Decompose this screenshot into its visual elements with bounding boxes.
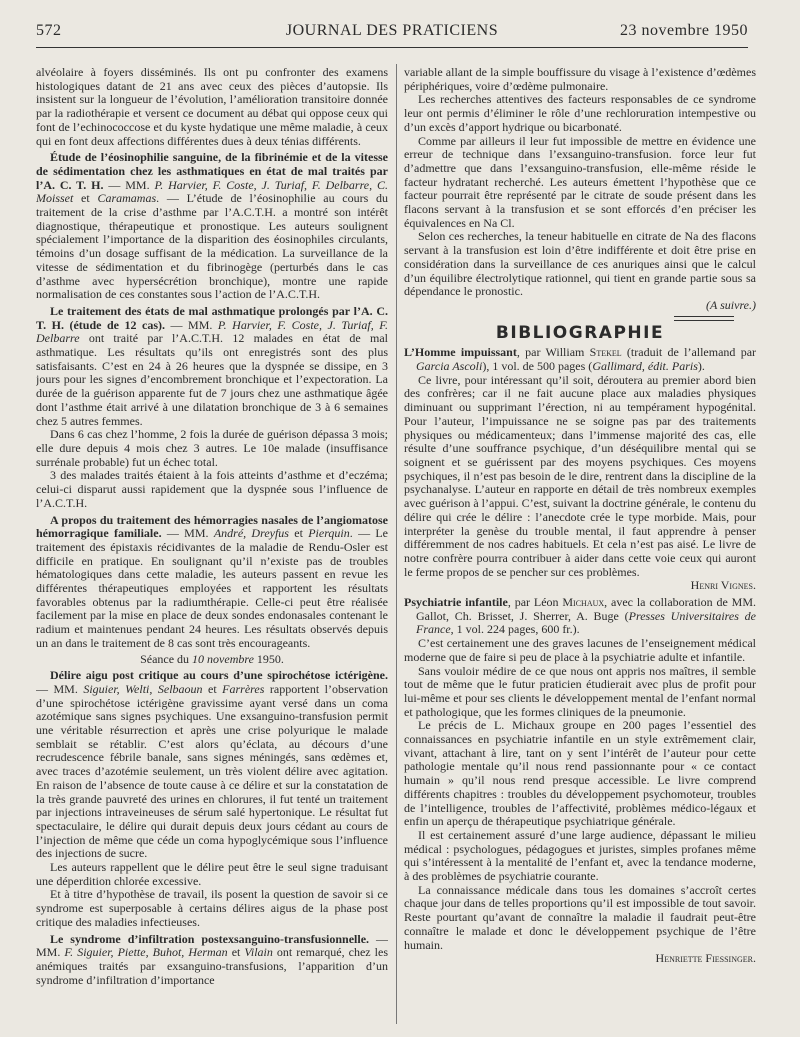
separator: — MM.: [103, 177, 155, 192]
right-column: [404, 66, 756, 1026]
session-day: 10 novembre: [192, 651, 254, 666]
abstract-title: A propos du traitement des hémorragies nasales de l’angiomatose hémorragique familiale.: [36, 512, 388, 541]
abstract-authors: André, Dreyfus: [213, 526, 289, 541]
abstract-title: Délire aigu post critique au cours d’une spirochétose ictérigène.: [50, 668, 388, 683]
text: ), 1 vol. de 500 pages (: [482, 359, 593, 374]
paragraph: Dans 6 cas chez l’homme, 2 fois la durée de guérison dépassa 3 mois; elle dure depuis 4 mois chez 3 autres. Le 10e malade (insuffisance surrénale probable) fut un échec total.: [36, 427, 388, 469]
journal-title: JOURNAL DES PRATICIENS: [285, 22, 499, 39]
abstract-delire: [36, 669, 388, 861]
continued-paragraph: variable allant de la simple bouffissure du visage à l’existence d’œdèmes périphériques, voire d’œdème pulmonaire.: [404, 66, 756, 93]
abstract-authors: P. Harvier, F. Coste, J. Turiaf, F. Delbarre, C. Moisset: [36, 177, 388, 206]
intro-paragraph: alvéolaire à foyers disséminés. Ils ont pu confronter des examens histologiques datant de 21 ans avec ceux des pièces d’autopsie. Ils insistent sur la longueur de l’évolution, l’amélioration transitoire donnée par la radiothérapie et versent ce document au débat qui oppose ceux qui font de l’echinococcose et du kyste hydatique une même maladie, à ceux qui en font deux affections différentes dues à deux ténias différents.: [36, 66, 388, 148]
book-reference-psychiatrie-infantile: [404, 596, 756, 637]
abstract-authors: Siguier, Welti, Selbaoun: [83, 681, 203, 696]
abstract-last-author: Caramamas: [97, 191, 157, 206]
review-paragraph: Sans vouloir médire de ce que nous ont appris nos maîtres, il semble tout de même que le futur praticien étudierait avec plus de profit pour lui-même et pour ses clients le développement mental de l’enfant normal et pathologique, que les formes cliniques de la pneumonie.: [404, 663, 756, 719]
separator: — MM.: [165, 317, 218, 332]
text: , 1 vol. 224 pages, 600 fr.).: [450, 622, 580, 637]
abstract-authors: P. Harvier, F. Coste, J. Turiaf, F. Delbarre: [36, 317, 388, 346]
text: (traduit de l’allemand par: [621, 345, 756, 360]
abstract-asthme-actH: [36, 305, 388, 428]
abstract-text: L’étude de l’éosinophilie au cours du traitement de la crise d’asthme par l’A.C.T.H. a montré son intérêt diagnostique, thérapeutique et pronostique. Les auteurs soulignent spécialement l’importance de la disparition des éosinophiles circulants, témoins d’un dosage suffisant de la médication. La surveillance de la vitesse de sédimentation et du fibrinogège (perturbés dans le cas d’asthme avec hypersécrétion bronchique), montre une rapide normalisation de ces constantes sous l’action de l’A.C.T.H.: [36, 191, 388, 302]
book-title: L’Homme impuissant: [404, 345, 517, 360]
abstract-title: Étude de l’éosinophilie sanguine, de la fibrinémie et de la vitesse de sédimentation chez les asthmatiques en état de mal traités par l’A. C. T. H.: [36, 150, 388, 192]
paragraph: Les auteurs rappellent que le délire peut être le seul signe traduisant une déperdition chlorée excessive.: [36, 860, 388, 888]
abstract-eosinophilie: [36, 151, 388, 302]
header-rule: [36, 47, 748, 48]
review-paragraph: Il est certainement assuré d’une large audience, dépassant le milieu médical : psychologues, pédagogues et juristes, simples profanes même qui s’intéressent à la mentalité de l’enfant et, avec la tendance moderne, à des problèmes de psychiatrie courante.: [404, 827, 756, 884]
abstract-text: ont traité par l’A.C.T.H. 12 malades en état de mal asthmatique. Les résultats qu’ils ont enregistrés sont des plus satisfaisants. C’est en 24 à 26 heures que la dyspnée se dissipe, en 3 jours pour les signes d’encombrement bronchique et l’expectoration. La durée de la guérison apparente fut de 7 jours chez une asthmatique âgée dont l’asthme était arrivé à une dilatation bronchique de 3 à 6 semaines chez 5 autres femmes.: [36, 331, 388, 428]
section-heading-bibliographie: BIBLIOGRAPHIE: [495, 322, 665, 343]
text: ).: [697, 359, 705, 374]
book-author: Michaux: [562, 595, 605, 610]
separator: — MM.: [36, 931, 388, 960]
separator: . —: [156, 191, 179, 206]
abstract-last-author: Farrères: [222, 681, 265, 696]
book-publisher: Presses Universitaires de France: [416, 608, 756, 637]
book-author: Stekel: [589, 345, 622, 360]
session-date: [36, 653, 388, 667]
review-paragraph: Ce livre, pour intéressant qu’il soit, déroutera au premier abord bien des confrères; car il ne fait aucune place aux maladies physiques diminuant ou supprimant l’érection, ni au tempérament hypogénital. Pour l’auteur, l’impuissance ne se soigne pas par des traitements physiques ou médicamenteux; dans l’immense majorité des cas, elle résulte d’une souffrance psychique, d’un déséquilibre mental qui se soignent et se guérissent par des moyens psychiques. Ces moyens psychiques, il n’est pas besoin de le dire, rentrent dans la discipline de la psychanalyse. L’auteur en rapporte en détail de très nombreux exemples avec guérison à l’appui. C’est, suivant la doctrine générale, le contenu du délire qui crée le délire : l’anecdote crée le type morbide. Mais, pour interpréter la genèse du trouble mental, il faut apprendre à penser différemment de nos cadres habituels. Et cela n’est pas aisé. Le livre de notre confrère pourra contribuer à aider dans cette voie ceux qui auront le ferme propos de se pencher sur ces problèmes.: [404, 372, 756, 579]
paragraph: 3 des malades traités étaient à la fois atteints d’asthme et d’eczéma; celui-ci disparut aussi rapidement que la dyspnée sous l’influence de l’A.C.T.H.: [36, 468, 388, 510]
abstract-title: Le traitement des états de mal asthmatique prolongés par l’A. C. T. H. (étude de 12 cas).: [36, 303, 388, 332]
text: , par Léon: [507, 595, 563, 610]
abstract-text: ont remarqué, chez les anémiques traités par exsanguino-transfusions, l’apparition d’un syndrome d’infiltration d’importance: [36, 945, 388, 987]
review-paragraph: La connaissance médicale dans tous les domaines s’accroît certes chaque jour dans de telles proportions qu’il est impossible de tout savoir. Reste pourtant qu’avant de connaître la maladie il faudrait peut-être connaître le malade et donc le développement psychique de l’être humain.: [404, 882, 756, 952]
abstract-last-author: Vilain: [244, 945, 273, 960]
paragraph: Les recherches attentives des facteurs responsables de ce syndrome leur ont permis d’éliminer le rôle d’une rechloruration intempestive ou d’un excès d’apport hydrique ou bicarbonaté.: [404, 92, 756, 134]
review-paragraph: Le précis de L. Michaux groupe en 200 pages l’essentiel des connaissances en psychiatrie infantile en un style extrêmement clair, vivant, attachant à lire, tant on y sent l’intérêt de l’auteur pour cette pathologie mentale qu’il nous rend passionnante pour « ce contact humain » qu’il nous rend presque accessible. Le livre comprend différents chapitres : troubles du développement psychomoteur, troubles de l’intelligence, troubles de l’affectivité, problèmes médico-légaux et enfin un aperçu de thérapeutique psychiatrique générale.: [404, 718, 756, 829]
paragraph: Et à titre d’hypothèse de travail, ils posent la question de savoir si ce syndrome est superposable à certains délires aigus de la phase post critique des maladies infectieuses.: [36, 887, 388, 929]
conjunction: et: [73, 191, 98, 206]
abstract-text: rapportent l’observation d’une spirochétose ictérigène gravissime ayant versé dans un coma azotémique sans signes psychiques. Une exsanguino-transfusion permit une véritable résurrection et après une crise polyurique le malade semblait se rétablir. C’est alors qu’éclata, au décours d’une recrudescence fébrile banale, sans signes méningés, sans œdèmes et, avec traces d’azotémie seulement, un très violent délire avec agitation. En raison de l’absence de toute cause à ce délire et sur la constatation de la très grande pauvreté des urines en chlorures, il fut tenté un traitement par injections intraveineuses de sérum salé hypertonique. Le résultat fut spectaculaire, le délire qui durait depuis deux jours cédant au cours de l’injection de même que céde un coma hypoglycémique sous l’influence des injections de sucre.: [36, 681, 388, 861]
abstract-authors: F. Siguier, Piette, Buhot, Herman: [64, 945, 228, 960]
separator: — MM.: [161, 526, 214, 541]
review-signature: Henri Vignes.: [690, 578, 756, 593]
page-number: 572: [36, 22, 62, 39]
session-year: 1950.: [253, 651, 284, 666]
to-be-continued: (A suivre.): [706, 297, 756, 312]
review-paragraph: C’est certainement une des graves lacunes de l’enseignement médical moderne que de faire si peu de place à la psychiatrie adulte et infantile.: [404, 636, 756, 664]
abstract-text: . — Le traitement des épistaxis récidivantes de la maladie de Rendu-Osler est difficile en pratique. En soulignant qu’il n’existe pas de troubles hématologiques dans cette maladie, les auteurs passent en revue les différentes thérapeutiques employées et rapportent les résultats favorables obtenus par la radiumthérapie. Celle-ci peut être réalisée facilement par la mise en place de deux sondes endonasales contenant le radium et maintenues pendant 24 heures. Les résultats observés depuis un an dans le traitement de 8 cas sont très encourageants.: [36, 526, 388, 650]
abstract-title: Le syndrome d’infiltration postexsanguino-transfusionnelle.: [50, 931, 370, 946]
book-title: Psychiatrie infantile: [404, 595, 508, 610]
conjunction: et: [288, 526, 309, 541]
separator: — MM.: [36, 681, 84, 696]
column-separator: [396, 64, 397, 1024]
book-publisher: Gallimard, édit. Paris: [592, 359, 698, 374]
paragraph: Selon ces recherches, la teneur habituelle en citrate de Na des flacons servant à la transfusion est loin d’être indifférente et doit être prise en considération dans la surveillance de ces anuriques ainsi que le calcul d’un équilibre électrolytique rationnel, qui tient en grande partie sous sa dépendance le pronostic.: [404, 229, 756, 299]
abstract-infiltration: [36, 933, 388, 988]
issue-date: 23 novembre 1950: [620, 22, 748, 39]
text: , avec la collaboration de MM. Gallot, Ch. Brisset, J. Sherrer, A. Buge (: [416, 595, 756, 623]
conjunction: et: [227, 945, 245, 960]
abstract-hemorragies: [36, 514, 388, 651]
review-signature: Henriette Fiessinger.: [655, 951, 756, 966]
book-reference-homme-impuissant: [404, 346, 756, 373]
book-translator: Garcia Ascoli: [416, 359, 483, 374]
session-label: Séance du: [140, 651, 193, 666]
abstract-last-author: Pierquin: [308, 526, 350, 541]
left-column: [36, 66, 388, 1026]
running-header: [36, 20, 748, 44]
paragraph: Comme par ailleurs il leur fut impossible de mettre en évidence une erreur de technique dans l’exsanguino-transfusion. force leur fut d’admettre que dans l’exsanguino-transfusion, elle-même réside le facteur hydratant recherché. Les auteurs émettent l’hypothèse que ce facteur pourrait être représenté par le citrate de soude présent dans les flacons servant à la transfusion et se sont efforcés d’en préciser les équivalences en Na Cl.: [404, 133, 756, 230]
text: , par William: [516, 345, 590, 360]
conjunction: et: [202, 681, 223, 696]
double-rule: [674, 316, 734, 321]
